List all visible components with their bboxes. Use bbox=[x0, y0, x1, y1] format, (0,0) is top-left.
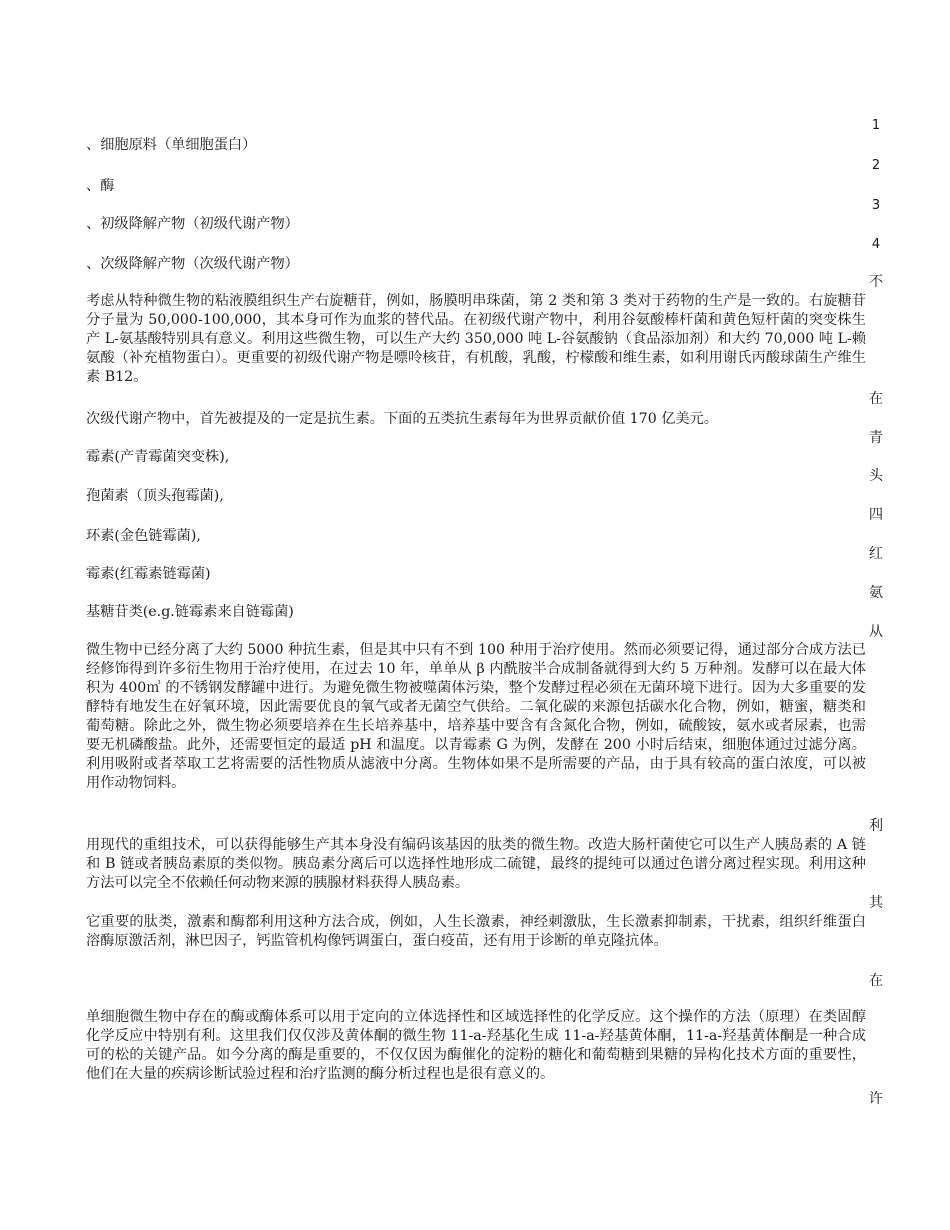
paragraph-fermentation: 微生物中已经分离了大约 5000 种抗生素，但是其中只有不到 100 种用于治疗使用。然而必须要记得，通过部分合成方法已经修饰得到许多衍生物用于治疗使用，在过去 10 年，单单从 β 内酰胺半合成制备就得到大约 5 万种剂。发酵可以在最大体积为 400㎥ 的不锈钢发酵罐中进行。为避免微生物被噬菌体污染，整个发酵过程必须在无菌环境下进行。因为大多重要的发酵特有地发生在好氧环境，因此需要优良的氧气或者无菌空气供给。二氧化碳的来源包括碳水化合物，例如，糖蜜，糖类和葡萄糖。除此之外，微生物必须要培养在生长培养基中，培养基中要含有含氮化合物，例如，硫酸铵，氨水或者尿素，也需要无机磷酸盐。此外，还需要恒定的最适 pH 和温度。以青霉素 G 为例，发酵在 200 小时后结束，细胞体通过过滤分离。利用吸附或者萃取工艺将需要的活性物质从滤液中分离。生物体如果不是所需要的产品，由于具有较高的蛋白浓度，可以被用作动物饲料。 bbox=[86, 642, 866, 791]
paragraph-peptides-hormones: 它重要的肽类，激素和酶都利用这种方法合成，例如，人生长激素，神经刺激肽，生长激素抑制素，干扰素，组织纤维蛋白溶酶原激活剂，淋巴因子，钙监管机构像钙调蛋白，蛋白疫苗，还有用于诊断的单克隆抗体。 bbox=[86, 914, 866, 949]
margin-char: 从 bbox=[868, 624, 884, 640]
antibiotic-item-cephalosporin: 孢菌素（顶头孢霉菌), bbox=[86, 488, 224, 504]
margin-char: 不 bbox=[868, 274, 884, 290]
list-item-cell-material: 、细胞原料（单细胞蛋白） bbox=[86, 137, 257, 153]
paragraph-enzymes: 单细胞微生物中存在的酶或酶体系可以用于定向的立体选择性和区域选择性的化学反应。这个操作的方法（原理）在类固醇化学反应中特别有利。这里我们仅仅涉及黄体酮的微生物 11-a-羟基化生成 11-a-羟基黄体酮，11-a-羟基黄体酮是一种合成可的松的关键产品。如今分离的酶是重要的，不仅仅因为酶催化的淀粉的糖化和葡萄糖到果糖的异构化技术方面的重要性，他们在大量的疾病诊断试验过程和治疗监测的酶分析过程也是很有意义的。 bbox=[86, 1009, 866, 1082]
margin-char: 在 bbox=[868, 391, 884, 407]
margin-char: 其 bbox=[868, 895, 884, 911]
margin-char: 四 bbox=[868, 507, 884, 523]
list-item-enzyme: 、酶 bbox=[86, 178, 115, 194]
margin-char: 许 bbox=[868, 1091, 884, 1107]
margin-number: 2 bbox=[871, 158, 881, 173]
paragraph-antibiotics-intro: 次级代谢产物中，首先被提及的一定是抗生素。下面的五类抗生素每年为世界贡献价值 170 亿美元。 bbox=[86, 411, 718, 427]
antibiotic-item-erythromycin: 霉素(红霉素链霉菌) bbox=[86, 566, 211, 582]
margin-number: 1 bbox=[871, 118, 881, 133]
margin-char: 头 bbox=[868, 468, 884, 484]
margin-char: 氨 bbox=[868, 585, 884, 601]
antibiotic-item-tetracycline: 环素(金色链霉菌), bbox=[86, 528, 201, 544]
paragraph-dextran-primary: 考虑从特种微生物的粘液膜组织生产右旋糖苷，例如，肠膜明串珠菌，第 2 类和第 3 类对于药物的生产是一致的。右旋糖苷分子量为 50,000-100,000，其本身可作为血浆的替代品。在初级代谢产物中，利用谷氨酸棒杆菌和黄色短杆菌的突变株生产 L-氨基酸特别具有意义。利用这些微生物，可以生产大约 350,000 吨 L-谷氨酸钠（食品添加剂）和大约 70,000 吨 L-赖氨酸（补充植物蛋白）。更重要的初级代谢产物是嘌呤核苷，有机酸，乳酸，柠檬酸和维生素，如利用谢氏丙酸球菌生产维生素 B12。 bbox=[86, 293, 866, 385]
margin-char: 青 bbox=[868, 430, 884, 446]
antibiotic-item-aminoglycoside: 基糖苷类(e.g.链霉素来自链霉菌) bbox=[86, 604, 294, 620]
margin-char: 在 bbox=[868, 973, 884, 989]
margin-number: 4 bbox=[871, 237, 881, 252]
margin-char: 利 bbox=[868, 818, 884, 834]
paragraph-recombinant-insulin: 用现代的重组技术，可以获得能够生产其本身没有编码该基因的肽类的微生物。改造大肠杆菌使它可以生产人胰岛素的 A 链和 B 链或者胰岛素原的类似物。胰岛素分离后可以选择性地形成二硫键，最终的提纯可以通过色谱分离过程实现。利用这种方法可以完全不依赖任何动物来源的胰腺材料获得人胰岛素。 bbox=[86, 837, 866, 891]
margin-number: 3 bbox=[871, 198, 881, 213]
list-item-secondary-metabolite: 、次级降解产物（次级代谢产物） bbox=[86, 256, 299, 272]
margin-char: 红 bbox=[868, 546, 884, 562]
list-item-primary-metabolite: 、初级降解产物（初级代谢产物） bbox=[86, 216, 299, 232]
antibiotic-item-penicillin: 霉素(产青霉菌突变株), bbox=[86, 449, 230, 465]
